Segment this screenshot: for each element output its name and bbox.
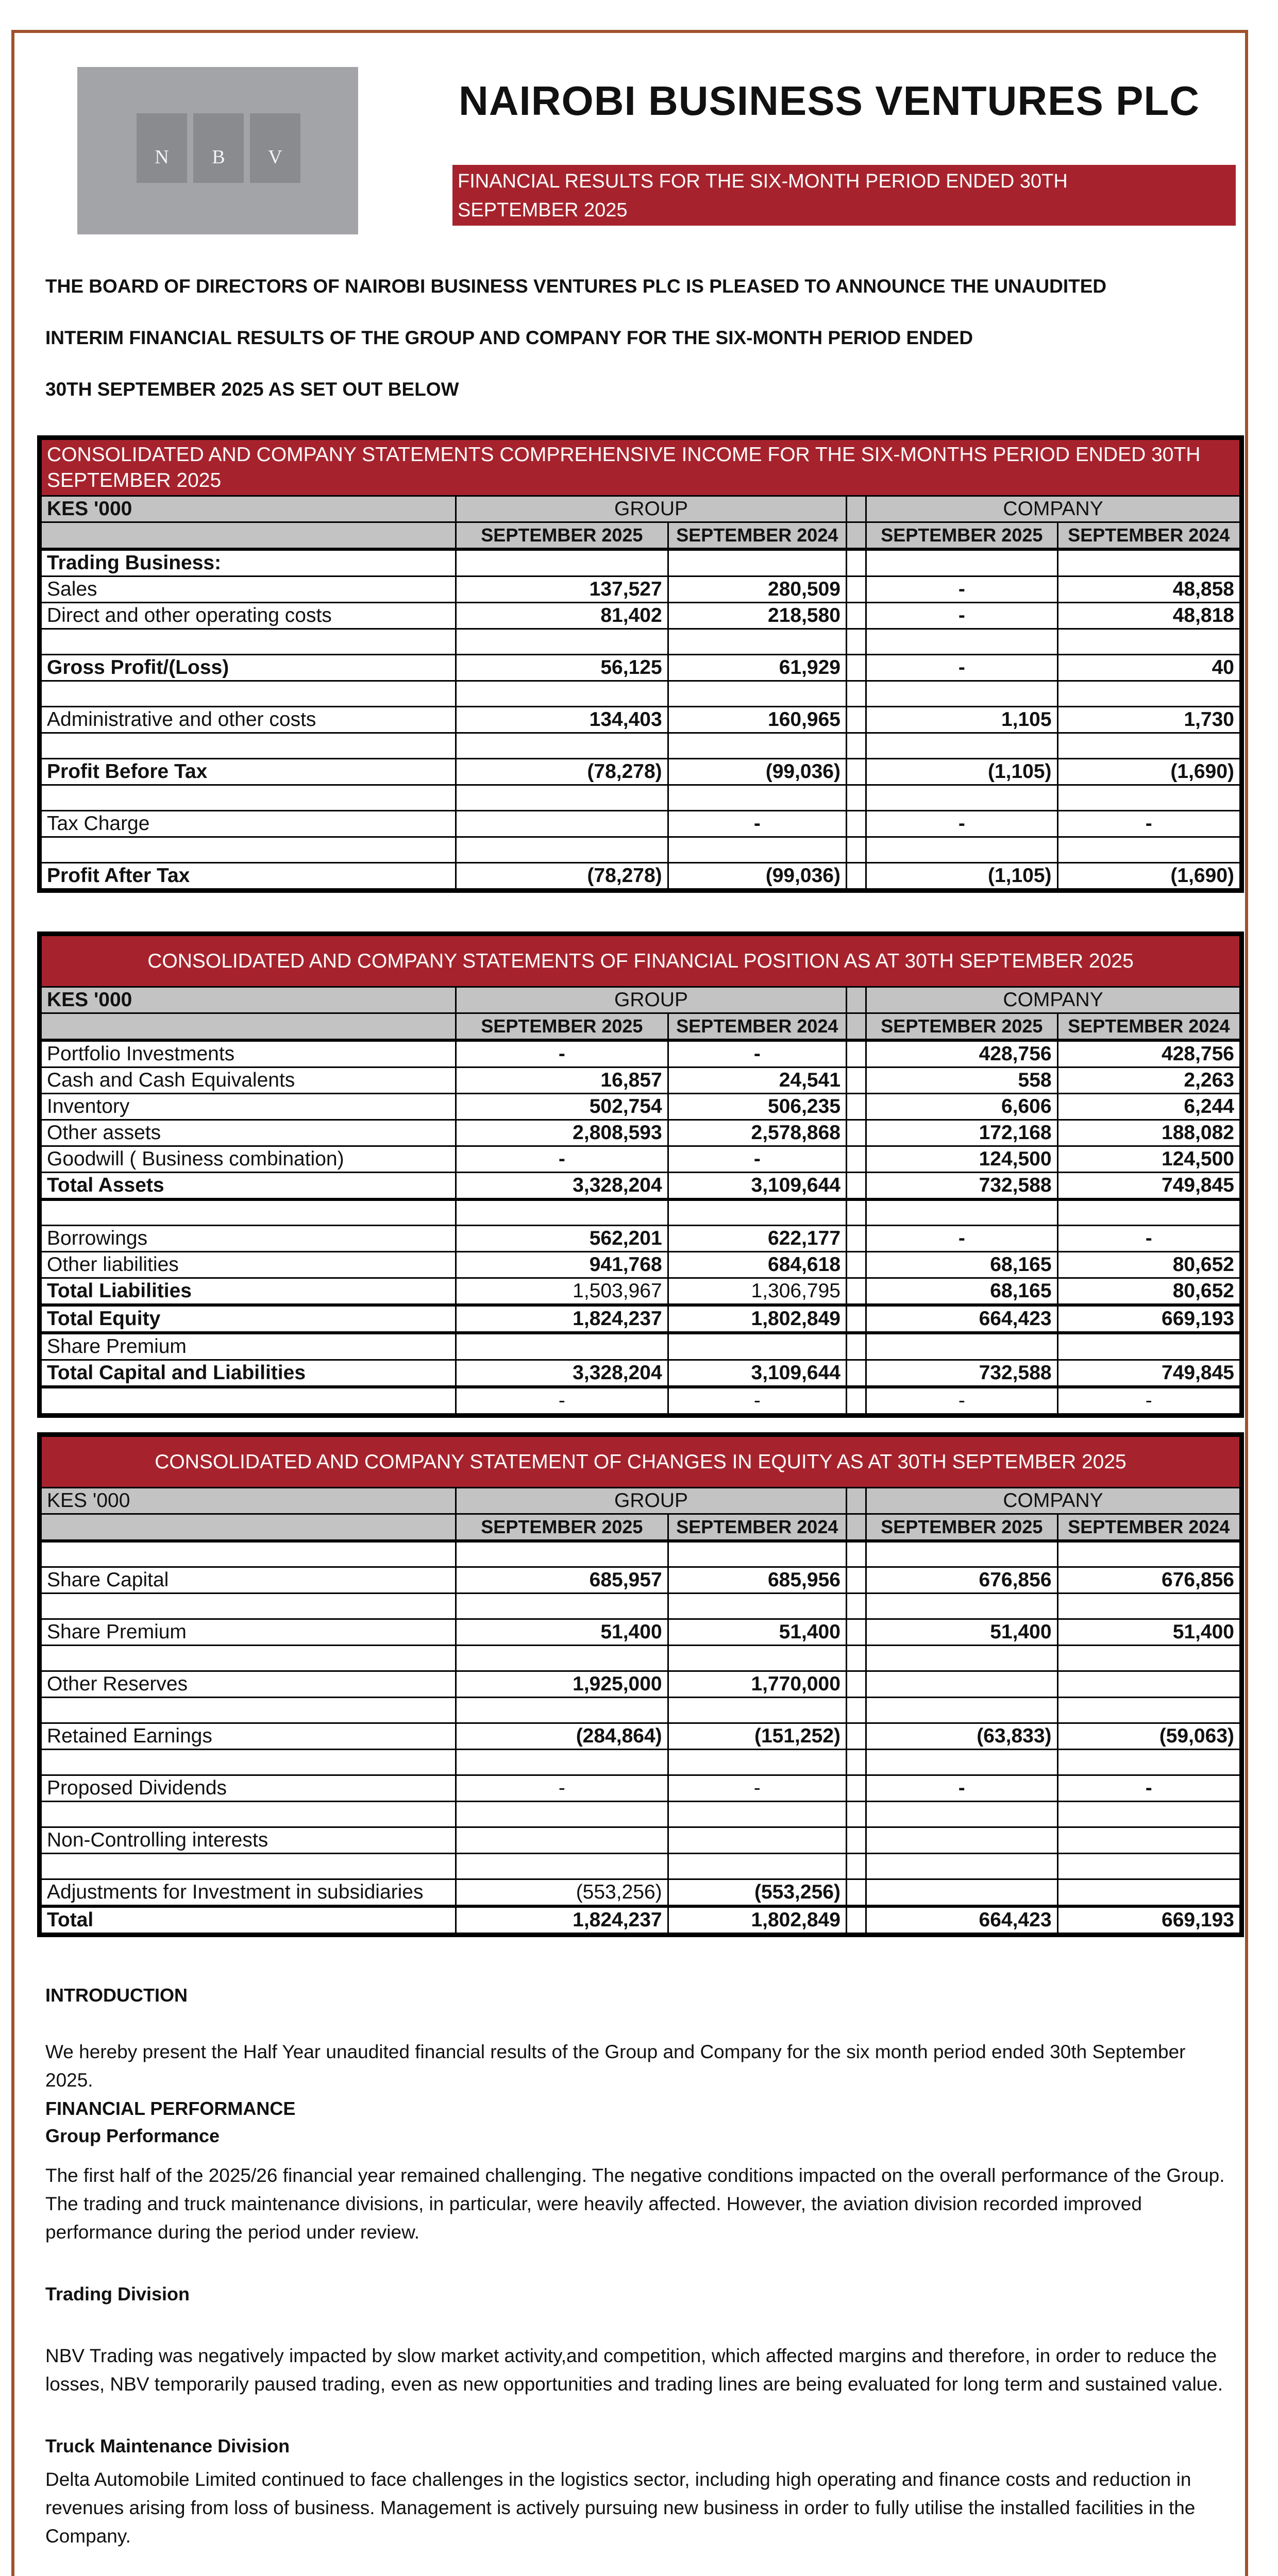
equity-title: CONSOLIDATED AND COMPANY STATEMENT OF CHANGES IN EQUITY AS AT 30TH SEPTEMBER 2025 (41, 1436, 1240, 1488)
group-2025-value: 562,201 (456, 1225, 668, 1251)
company-2024-value: (59,063) (1057, 1723, 1240, 1749)
row-label: Share Premium (41, 1619, 456, 1645)
table-row (41, 577, 1240, 603)
group-performance-heading: Group Performance (45, 2125, 220, 2146)
company-2025-value: - (866, 1387, 1057, 1414)
group-2025-value (456, 811, 668, 837)
group-2025-value: 1,824,237 (456, 1906, 668, 1934)
group-2024-value: 1,306,795 (668, 1278, 846, 1305)
group-2025-value: 137,527 (456, 577, 668, 603)
company-2025-value: - (866, 811, 1057, 837)
table-row (41, 1333, 1240, 1360)
row-label: Total Equity (41, 1305, 456, 1333)
company-2024-value: 749,845 (1057, 1173, 1240, 1200)
group-2024-value: (553,256) (668, 1879, 846, 1906)
company-2025-value: - (866, 655, 1057, 681)
company-header: COMPANY (866, 496, 1240, 522)
table-row (41, 811, 1240, 837)
banner-line-1: FINANCIAL RESULTS FOR THE SIX-MONTH PERIOD ENDED 30TH (458, 171, 1068, 192)
company-2025-value (866, 1333, 1057, 1360)
row-label: Total Assets (41, 1173, 456, 1200)
company-logo (77, 67, 358, 234)
company-2025-value: 6,606 (866, 1094, 1057, 1120)
group-2025-value: 16,857 (456, 1067, 668, 1094)
company-2025-value: (1,105) (866, 759, 1057, 785)
trading-business-label: Trading Business: (41, 549, 456, 577)
row-label: Cash and Cash Equivalents (41, 1067, 456, 1094)
group-2024-value: - (668, 1040, 846, 1067)
group-header: GROUP (456, 496, 847, 522)
row-label: Goodwill ( Business combination) (41, 1146, 456, 1173)
company-2025-value: - (866, 1775, 1057, 1801)
company-2024-value: (1,690) (1057, 863, 1240, 889)
table-row (41, 1251, 1240, 1278)
company-2025-value: 51,400 (866, 1619, 1057, 1645)
introduction-text: We hereby present the Half Year unaudited financial results of the Group and Company for the six month period ended 30th September 2025. (45, 2041, 1186, 2091)
group-2025-value: 1,503,967 (456, 1278, 668, 1305)
row-label: Total Capital and Liabilities (41, 1360, 456, 1387)
table-row (41, 1619, 1240, 1645)
announcement-line-3: 30TH SEPTEMBER 2025 AS SET OUT BELOW (45, 379, 459, 400)
financial-performance-heading: FINANCIAL PERFORMANCE (45, 2098, 296, 2119)
company-2024-value: 80,652 (1057, 1251, 1240, 1278)
table-row (41, 1094, 1240, 1120)
group-2025-value: - (456, 1387, 668, 1414)
company-2025-value: 676,856 (866, 1567, 1057, 1593)
group-2025-value: 134,403 (456, 707, 668, 733)
table-row (41, 1305, 1240, 1333)
company-name: NAIROBI BUSINESS VENTURES PLC (459, 78, 1200, 124)
row-label: Total (41, 1906, 456, 1934)
company-2025-value (866, 1671, 1057, 1697)
group-2024-value: - (668, 811, 846, 837)
announcement-line-1: THE BOARD OF DIRECTORS OF NAIROBI BUSINESS VENTURES PLC IS PLEASED TO ANNOUNCE THE UNAUDITED (45, 276, 1107, 297)
company-2024-value: 669,193 (1057, 1305, 1240, 1333)
company-2024-value (1057, 1827, 1240, 1853)
group-2025-value: (553,256) (456, 1879, 668, 1906)
company-2024-value: 80,652 (1057, 1278, 1240, 1305)
company-2025-value: 732,588 (866, 1360, 1057, 1387)
group-2025-value: - (456, 1040, 668, 1067)
kes-label: KES '000 (41, 1488, 456, 1514)
group-2024-value (668, 1827, 846, 1853)
row-label: Other assets (41, 1120, 456, 1146)
group-2024-value (668, 1333, 846, 1360)
company-2025-value: - (866, 1225, 1057, 1251)
table-row (41, 1120, 1240, 1146)
logo-letter-b: B (193, 113, 244, 183)
group-2024-value: - (668, 1146, 846, 1173)
table-row (41, 1387, 1240, 1414)
group-2025-value: 56,125 (456, 655, 668, 681)
group-2025-value: - (456, 1775, 668, 1801)
row-label: Administrative and other costs (41, 707, 456, 733)
group-2024-value: 684,618 (668, 1251, 846, 1278)
company-2025-value: - (866, 603, 1057, 629)
company-2025-value: 68,165 (866, 1251, 1057, 1278)
table-row (41, 1879, 1240, 1906)
row-label: Share Capital (41, 1567, 456, 1593)
row-label: Tax Charge (41, 811, 456, 837)
group-2025-value: 685,957 (456, 1567, 668, 1593)
company-sep-2024-header: SEPTEMBER 2024 (1057, 1013, 1240, 1041)
table-row (41, 1567, 1240, 1593)
table-row (41, 1067, 1240, 1094)
results-banner (452, 165, 1236, 226)
company-2024-value: 6,244 (1057, 1094, 1240, 1120)
group-2025-value: 81,402 (456, 603, 668, 629)
group-2025-value: 51,400 (456, 1619, 668, 1645)
logo-letter-v: V (250, 113, 300, 183)
truck-maintenance-text: Delta Automobile Limited continued to face challenges in the logistics sector, including high operating and finance costs and reduction in revenues arising from loss of business. Management is actively pursuing new business in order to fully utilise the installed facilities in the Company. (45, 2469, 1196, 2547)
group-2025-value: 2,808,593 (456, 1120, 668, 1146)
group-2024-value: - (668, 1775, 846, 1801)
company-2024-value: 48,858 (1057, 577, 1240, 603)
group-2025-value (456, 1333, 668, 1360)
group-2024-value: 685,956 (668, 1567, 846, 1593)
table-row (41, 1827, 1240, 1853)
row-label (41, 1387, 456, 1414)
table-row (41, 759, 1240, 785)
table-row (41, 1723, 1240, 1749)
company-sep-2024-header: SEPTEMBER 2024 (1057, 1514, 1240, 1541)
group-2025-value: 502,754 (456, 1094, 668, 1120)
row-label: Other Reserves (41, 1671, 456, 1697)
group-2024-value: 1,770,000 (668, 1671, 846, 1697)
income-title: CONSOLIDATED AND COMPANY STATEMENTS COMPREHENSIVE INCOME FOR THE SIX-MONTHS PERIOD ENDED 30TH SEPTEMBER 2025 (41, 439, 1240, 496)
group-2025-value: (78,278) (456, 759, 668, 785)
logo-letter-n: N (137, 113, 187, 183)
table-row (41, 1775, 1240, 1801)
company-2024-value: 48,818 (1057, 603, 1240, 629)
table-row (41, 1225, 1240, 1251)
company-2024-value: - (1057, 1387, 1240, 1414)
group-sep-2025-header: SEPTEMBER 2025 (456, 522, 668, 550)
row-label: Portfolio Investments (41, 1040, 456, 1067)
company-2024-value: (1,690) (1057, 759, 1240, 785)
group-2024-value: 51,400 (668, 1619, 846, 1645)
row-label: Profit After Tax (41, 863, 456, 889)
company-2025-value: 428,756 (866, 1040, 1057, 1067)
company-2025-value: (63,833) (866, 1723, 1057, 1749)
table-row (41, 1671, 1240, 1697)
row-label: Direct and other operating costs (41, 603, 456, 629)
group-2024-value: 3,109,644 (668, 1173, 846, 1200)
truck-maintenance-heading: Truck Maintenance Division (45, 2435, 290, 2456)
group-sep-2025-header: SEPTEMBER 2025 (456, 1514, 668, 1541)
row-label: Borrowings (41, 1225, 456, 1251)
company-2024-value: 676,856 (1057, 1567, 1240, 1593)
group-2024-value: 160,965 (668, 707, 846, 733)
group-header: GROUP (456, 1488, 847, 1514)
table-row (41, 863, 1240, 889)
group-2024-value: 218,580 (668, 603, 846, 629)
row-label: Total Liabilities (41, 1278, 456, 1305)
table-row (41, 1040, 1240, 1067)
group-2025-value: 1,925,000 (456, 1671, 668, 1697)
group-2025-value: - (456, 1146, 668, 1173)
company-2024-value: - (1057, 1225, 1240, 1251)
group-2025-value: (78,278) (456, 863, 668, 889)
company-2024-value: 749,845 (1057, 1360, 1240, 1387)
kes-label: KES '000 (41, 987, 456, 1013)
company-2025-value: (1,105) (866, 863, 1057, 889)
kes-label: KES '000 (41, 496, 456, 522)
company-sep-2025-header: SEPTEMBER 2025 (866, 1514, 1057, 1541)
row-label: Share Premium (41, 1333, 456, 1360)
row-label: Gross Profit/(Loss) (41, 655, 456, 681)
group-2024-value: - (668, 1387, 846, 1414)
company-sep-2025-header: SEPTEMBER 2025 (866, 522, 1057, 550)
group-sep-2024-header: SEPTEMBER 2024 (668, 1514, 846, 1541)
company-2024-value (1057, 1671, 1240, 1697)
group-2024-value: 24,541 (668, 1067, 846, 1094)
company-2025-value (866, 1827, 1057, 1853)
income-statement-table (37, 435, 1244, 893)
table-row (41, 1906, 1240, 1934)
changes-in-equity-table (37, 1432, 1244, 1937)
row-label: Inventory (41, 1094, 456, 1120)
company-2025-value: 558 (866, 1067, 1057, 1094)
group-2024-value: 506,235 (668, 1094, 846, 1120)
company-2024-value (1057, 1879, 1240, 1906)
group-2024-value: 622,177 (668, 1225, 846, 1251)
group-2025-value: 3,328,204 (456, 1360, 668, 1387)
company-sep-2025-header: SEPTEMBER 2025 (866, 1013, 1057, 1041)
company-2025-value (866, 1879, 1057, 1906)
group-2025-value: 1,824,237 (456, 1305, 668, 1333)
company-2024-value: 669,193 (1057, 1906, 1240, 1934)
group-2025-value (456, 1827, 668, 1853)
group-2025-value: 3,328,204 (456, 1173, 668, 1200)
company-header: COMPANY (866, 1488, 1240, 1514)
position-title: CONSOLIDATED AND COMPANY STATEMENTS OF FINANCIAL POSITION AS AT 30TH SEPTEMBER 2025 (41, 936, 1240, 987)
row-label: Retained Earnings (41, 1723, 456, 1749)
company-2024-value: 2,263 (1057, 1067, 1240, 1094)
group-2024-value: 280,509 (668, 577, 846, 603)
row-label: Non-Controlling interests (41, 1827, 456, 1853)
group-2024-value: (151,252) (668, 1723, 846, 1749)
company-2024-value: - (1057, 1775, 1240, 1801)
table-row (41, 1360, 1240, 1387)
trading-division-heading: Trading Division (45, 2283, 190, 2304)
row-label: Adjustments for Investment in subsidiaries (41, 1879, 456, 1906)
row-label: Sales (41, 577, 456, 603)
row-label: Other liabilities (41, 1251, 456, 1278)
company-2025-value: 732,588 (866, 1173, 1057, 1200)
row-label: Profit Before Tax (41, 759, 456, 785)
group-2024-value: (99,036) (668, 863, 846, 889)
group-2024-value: (99,036) (668, 759, 846, 785)
table-row (41, 603, 1240, 629)
table-row (41, 707, 1240, 733)
company-2025-value: - (866, 577, 1057, 603)
company-2025-value: 124,500 (866, 1146, 1057, 1173)
company-2024-value: 428,756 (1057, 1040, 1240, 1067)
banner-line-2: SEPTEMBER 2025 (458, 199, 628, 221)
group-2024-value: 1,802,849 (668, 1906, 846, 1934)
company-2025-value: 68,165 (866, 1278, 1057, 1305)
group-2025-value: (284,864) (456, 1723, 668, 1749)
group-2024-value: 2,578,868 (668, 1120, 846, 1146)
group-sep-2025-header: SEPTEMBER 2025 (456, 1013, 668, 1041)
table-row (41, 1278, 1240, 1305)
group-2024-value: 61,929 (668, 655, 846, 681)
group-2024-value: 1,802,849 (668, 1305, 846, 1333)
financial-position-table (37, 931, 1244, 1418)
company-2024-value: 51,400 (1057, 1619, 1240, 1645)
company-2024-value: 188,082 (1057, 1120, 1240, 1146)
group-sep-2024-header: SEPTEMBER 2024 (668, 1013, 846, 1041)
group-performance-text: The first half of the 2025/26 financial year remained challenging. The negative conditions impacted on the overall performance of the Group. The trading and truck maintenance divisions, in particular, were heavily affected. However, the aviation division recorded improved performance during the period under review. (45, 2165, 1225, 2243)
table-row (41, 1173, 1240, 1200)
table-row (41, 655, 1240, 681)
group-header: GROUP (456, 987, 847, 1013)
introduction-heading: INTRODUCTION (45, 1985, 188, 2006)
table-row (41, 1146, 1240, 1173)
company-2025-value: 664,423 (866, 1305, 1057, 1333)
group-2024-value: 3,109,644 (668, 1360, 846, 1387)
announcement-line-2: INTERIM FINANCIAL RESULTS OF THE GROUP AND COMPANY FOR THE SIX-MONTH PERIOD ENDED (45, 327, 973, 348)
company-2024-value (1057, 1333, 1240, 1360)
company-2024-value: 40 (1057, 655, 1240, 681)
company-header: COMPANY (866, 987, 1240, 1013)
company-2025-value: 172,168 (866, 1120, 1057, 1146)
company-2024-value: - (1057, 811, 1240, 837)
company-2025-value: 664,423 (866, 1906, 1057, 1934)
company-2024-value: 124,500 (1057, 1146, 1240, 1173)
group-2025-value: 941,768 (456, 1251, 668, 1278)
row-label: Proposed Dividends (41, 1775, 456, 1801)
group-sep-2024-header: SEPTEMBER 2024 (668, 522, 846, 550)
company-2025-value: 1,105 (866, 707, 1057, 733)
company-2024-value: 1,730 (1057, 707, 1240, 733)
company-sep-2024-header: SEPTEMBER 2024 (1057, 522, 1240, 550)
trading-division-text: NBV Trading was negatively impacted by slow market activity,and competition, which affected margins and therefore, in order to reduce the losses, NBV temporarily paused trading, even as new opportunities and trading lines are being evaluated for long term and sustained value. (45, 2345, 1223, 2395)
